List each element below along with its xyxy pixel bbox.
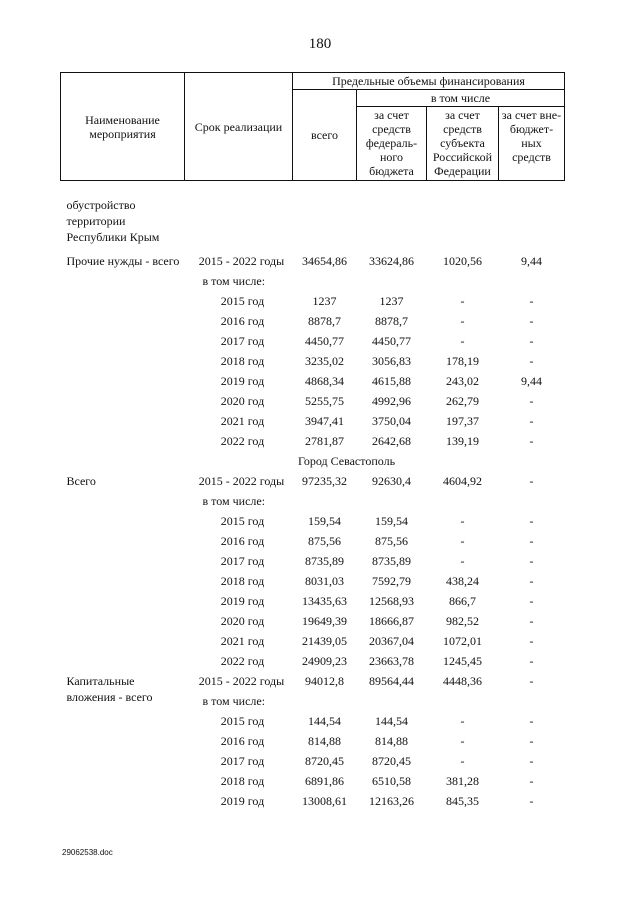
sev-total-total: 97235,32 (302, 474, 347, 488)
row-total: 21439,05 (302, 634, 347, 648)
row-name-empty (61, 731, 185, 751)
row-regional: 178,19 (446, 354, 479, 368)
table-row (61, 591, 565, 611)
capital-extra: - (529, 674, 534, 688)
sev-total-total-row (61, 471, 565, 491)
row-total: 8031,03 (305, 574, 344, 588)
sev-total-empty (357, 491, 427, 511)
row-extra: - (529, 534, 534, 548)
table-row (61, 611, 565, 631)
crimea-tail-text: обустройство территории Республики Крым (66, 198, 160, 244)
row-name-empty (61, 751, 185, 771)
footer-filename: 29062538.doc (62, 848, 113, 857)
row-regional: 1072,01 (443, 634, 482, 648)
capital-empty (357, 691, 427, 711)
table-row (61, 331, 565, 351)
table-row (61, 771, 565, 791)
row-federal: 7592,79 (372, 574, 411, 588)
financing-table (60, 72, 565, 811)
row-federal: 144,54 (375, 714, 408, 728)
sev-total-empty (427, 491, 499, 511)
row-name-empty (61, 391, 185, 411)
row-regional: - (460, 734, 465, 748)
row-total: 814,88 (308, 734, 341, 748)
row-name-empty (61, 371, 185, 391)
page-number: 180 (308, 36, 332, 52)
row-regional: 197,37 (446, 414, 479, 428)
city-heading: Город Севастополь (297, 454, 396, 468)
row-year: 2016 год (220, 314, 265, 328)
row-extra: - (529, 594, 534, 608)
row-name-empty (61, 351, 185, 371)
row-extra: - (529, 754, 534, 768)
city-heading-row (61, 451, 565, 471)
row-total: 3947,41 (305, 414, 344, 428)
row-regional: - (460, 534, 465, 548)
capital-empty (499, 691, 565, 711)
row-year: 2016 год (220, 534, 265, 548)
row-regional: - (460, 754, 465, 768)
row-federal: 159,54 (375, 514, 408, 528)
other-needs-name: Прочие нужды - всего (66, 254, 180, 268)
row-name-empty (61, 311, 185, 331)
capital-regional: 4448,36 (443, 674, 482, 688)
table-row (61, 551, 565, 571)
sev-total-federal: 92630,4 (372, 474, 411, 488)
table-header (61, 73, 565, 181)
row-regional: 381,28 (446, 774, 479, 788)
row-federal: 3056,83 (372, 354, 411, 368)
row-name-empty (61, 771, 185, 791)
capital-name: Капитальные вложения - всего (66, 674, 153, 704)
table-row (61, 371, 565, 391)
row-federal: 875,56 (375, 534, 408, 548)
row-extra: - (529, 514, 534, 528)
row-regional: - (460, 334, 465, 348)
row-name-empty (61, 631, 185, 651)
capital-period: 2015 - 2022 годы (198, 674, 285, 688)
row-total: 4868,34 (305, 374, 344, 388)
row-federal: 4992,96 (372, 394, 411, 408)
table-row (61, 731, 565, 751)
other-needs-empty (357, 271, 427, 291)
row-regional: 845,35 (446, 794, 479, 808)
row-total: 19649,39 (302, 614, 347, 628)
header-period: Срок реализации (185, 73, 293, 181)
row-federal: 6510,58 (372, 774, 411, 788)
row-regional: - (460, 554, 465, 568)
row-extra: - (529, 714, 534, 728)
row-total: 2781,87 (305, 434, 344, 448)
table-row (61, 751, 565, 771)
row-year: 2017 год (220, 754, 265, 768)
row-total: 1237 (312, 294, 337, 308)
row-name-empty (61, 331, 185, 351)
row-name-empty (61, 711, 185, 731)
row-federal: 12163,26 (369, 794, 414, 808)
row-total: 13435,63 (302, 594, 347, 608)
row-regional: - (460, 714, 465, 728)
row-extra: - (529, 434, 534, 448)
row-year: 2018 год (220, 774, 265, 788)
row-regional: 262,79 (446, 394, 479, 408)
table-row (61, 571, 565, 591)
row-year: 2015 год (220, 294, 265, 308)
row-regional: 1245,45 (443, 654, 482, 668)
row-total: 8735,89 (305, 554, 344, 568)
row-name-empty (61, 591, 185, 611)
capital-federal: 89564,44 (369, 674, 414, 688)
row-name-empty (61, 571, 185, 591)
sev-total-empty (293, 491, 357, 511)
other-needs-empty (293, 271, 357, 291)
row-federal: 2642,68 (372, 434, 411, 448)
row-name-empty (61, 431, 185, 451)
row-total: 24909,23 (302, 654, 347, 668)
header-including: в том числе (357, 90, 565, 107)
row-federal: 4615,88 (372, 374, 411, 388)
sev-total-period: 2015 - 2022 годы (198, 474, 285, 488)
row-federal: 8878,7 (375, 314, 408, 328)
row-federal: 1237 (379, 294, 404, 308)
row-total: 8878,7 (308, 314, 341, 328)
row-federal: 814,88 (375, 734, 408, 748)
row-extra: 9,44 (521, 374, 542, 388)
row-year: 2016 год (220, 734, 265, 748)
table-row (61, 631, 565, 651)
row-regional: - (460, 514, 465, 528)
row-regional: 982,52 (446, 614, 479, 628)
row-federal: 8720,45 (372, 754, 411, 768)
row-total: 5255,75 (305, 394, 344, 408)
row-total: 13008,61 (302, 794, 347, 808)
row-extra: - (529, 414, 534, 428)
other-needs-including-label: в том числе: (202, 274, 266, 288)
row-year: 2020 год (220, 394, 265, 408)
table-row (61, 651, 565, 671)
row-total: 144,54 (308, 714, 341, 728)
header-federal: за счет средств федераль-ного бюджета (357, 107, 427, 181)
row-year: 2019 год (220, 374, 265, 388)
row-extra: - (529, 314, 534, 328)
sev-total-empty (499, 491, 565, 511)
table-row (61, 291, 565, 311)
table-row (61, 391, 565, 411)
row-extra: - (529, 574, 534, 588)
row-extra: - (529, 394, 534, 408)
other-needs-extra: 9,44 (521, 254, 542, 268)
row-federal: 3750,04 (372, 414, 411, 428)
table-row (61, 351, 565, 371)
row-year: 2019 год (220, 594, 265, 608)
row-extra: - (529, 774, 534, 788)
row-name-empty (61, 651, 185, 671)
row-extra: - (529, 794, 534, 808)
row-extra: - (529, 654, 534, 668)
other-needs-period: 2015 - 2022 годы (198, 254, 285, 268)
capital-empty (427, 691, 499, 711)
row-extra: - (529, 614, 534, 628)
row-federal: 12568,93 (369, 594, 414, 608)
sev-total-name: Всего (66, 474, 96, 488)
other-needs-total-row (61, 251, 565, 271)
row-name-empty (61, 511, 185, 531)
table-body (61, 181, 565, 812)
sev-total-regional: 4604,92 (443, 474, 482, 488)
sev-total-extra: - (529, 474, 534, 488)
row-federal: 8735,89 (372, 554, 411, 568)
row-regional: 139,19 (446, 434, 479, 448)
row-total: 6891,86 (305, 774, 344, 788)
table-row (61, 411, 565, 431)
row-name-empty (61, 411, 185, 431)
row-extra: - (529, 634, 534, 648)
header-total: всего (293, 90, 357, 181)
row-regional: - (460, 294, 465, 308)
row-total: 159,54 (308, 514, 341, 528)
other-needs-empty (427, 271, 499, 291)
row-name-empty (61, 791, 185, 811)
row-year: 2021 год (220, 634, 265, 648)
row-regional: 243,02 (446, 374, 479, 388)
row-total: 875,56 (308, 534, 341, 548)
table-row (61, 311, 565, 331)
table-row (61, 711, 565, 731)
row-year: 2020 год (220, 614, 265, 628)
row-regional: 438,24 (446, 574, 479, 588)
header-name: Наименование мероприятия (61, 73, 185, 181)
row-year: 2018 год (220, 574, 265, 588)
row-extra: - (529, 294, 534, 308)
table-row (61, 511, 565, 531)
header-regional: за счет средств субъекта Российской Федерации (427, 107, 499, 181)
row-year: 2015 год (220, 714, 265, 728)
row-year: 2021 год (220, 414, 265, 428)
row-extra: - (529, 334, 534, 348)
row-year: 2022 год (220, 654, 265, 668)
row-extra: - (529, 554, 534, 568)
row-federal: 4450,77 (372, 334, 411, 348)
row-name-empty (61, 611, 185, 631)
row-regional: 866,7 (449, 594, 476, 608)
table-row (61, 791, 565, 811)
row-year: 2017 год (220, 334, 265, 348)
other-needs-total: 34654,86 (302, 254, 347, 268)
table-row (61, 431, 565, 451)
row-year: 2018 год (220, 354, 265, 368)
capital-total-row (61, 671, 565, 691)
row-name-empty (61, 291, 185, 311)
row-name-empty (61, 551, 185, 571)
table-row (61, 531, 565, 551)
row-year: 2019 год (220, 794, 265, 808)
sev-total-including-label: в том числе: (202, 494, 266, 508)
other-needs-empty (499, 271, 565, 291)
row-total: 3235,02 (305, 354, 344, 368)
row-extra: - (529, 734, 534, 748)
row-year: 2015 год (220, 514, 265, 528)
crimea-row (61, 195, 565, 245)
row-year: 2017 год (220, 554, 265, 568)
row-extra: - (529, 354, 534, 368)
row-total: 4450,77 (305, 334, 344, 348)
row-name-empty (61, 531, 185, 551)
row-year: 2022 год (220, 434, 265, 448)
row-federal: 18666,87 (369, 614, 414, 628)
row-regional: - (460, 314, 465, 328)
capital-empty (293, 691, 357, 711)
other-needs-regional: 1020,56 (443, 254, 482, 268)
header-extrabudget: за счет вне-бюджет-ных средств (499, 107, 565, 181)
capital-including-label: в том числе: (202, 694, 266, 708)
row-federal: 20367,04 (369, 634, 414, 648)
other-needs-federal: 33624,86 (369, 254, 414, 268)
row-total: 8720,45 (305, 754, 344, 768)
capital-total: 94012,8 (305, 674, 344, 688)
row-federal: 23663,78 (369, 654, 414, 668)
header-funding: Предельные объемы финансирования (293, 73, 565, 90)
